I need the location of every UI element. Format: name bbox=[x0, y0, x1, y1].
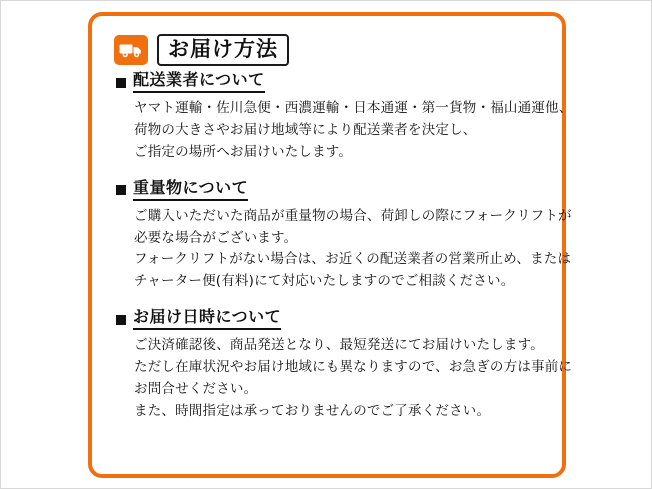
section-body bbox=[134, 206, 572, 293]
body-line: お問合せください。 bbox=[134, 380, 258, 397]
section-heavy-items bbox=[116, 177, 572, 293]
page-title: お届け方法 bbox=[168, 37, 278, 61]
black-square-bullet-icon bbox=[116, 185, 126, 195]
body-line: フォークリフトがない場合は、お近くの配送業者の営業所止め、または bbox=[134, 251, 572, 268]
section-title: 重量物について bbox=[133, 178, 248, 201]
section-heading bbox=[116, 178, 542, 201]
section-body bbox=[134, 335, 573, 422]
delivery-truck-icon bbox=[114, 35, 148, 65]
body-line: 荷物の大きさやお届け地域等により配送業者を決定し、 bbox=[134, 122, 477, 138]
body-line: また、時間指定は承っておりませんのでご了承ください。 bbox=[134, 402, 491, 419]
section-title: お届け日時について bbox=[133, 307, 281, 330]
body-line: ただし在庫状況やお届け地域にも異なりますので、お急ぎの方は事前に bbox=[134, 359, 573, 376]
section-title: 配送業者について bbox=[133, 70, 265, 93]
body-line: チャーター便(有料)にて対応いたしますのでご相談ください。 bbox=[134, 273, 515, 290]
body-line: ご購入いただいた商品が重量物の場合、荷卸しの際にフォークリフトが bbox=[134, 207, 572, 224]
card-content bbox=[92, 16, 573, 474]
black-square-bullet-icon bbox=[116, 78, 126, 88]
card-title-box bbox=[157, 34, 289, 66]
section-carriers bbox=[116, 70, 573, 164]
body-line: 必要な場合がございます。 bbox=[134, 229, 298, 246]
black-square-bullet-icon bbox=[116, 315, 126, 325]
delivery-method-card bbox=[88, 12, 573, 478]
section-delivery-date bbox=[116, 307, 573, 422]
section-heading bbox=[116, 70, 542, 93]
section-heading bbox=[116, 307, 542, 330]
body-line: ご指定の場所へお届けいたします。 bbox=[134, 143, 353, 160]
section-body bbox=[134, 98, 573, 164]
body-line: ヤマト運輸・佐川急便・西濃運輸・日本通運・第一貨物・福山通運他、 bbox=[134, 100, 573, 117]
card-header bbox=[114, 34, 542, 66]
body-line: ご決済確認後、商品発送となり、最短発送にてお届けいたします。 bbox=[134, 337, 544, 354]
